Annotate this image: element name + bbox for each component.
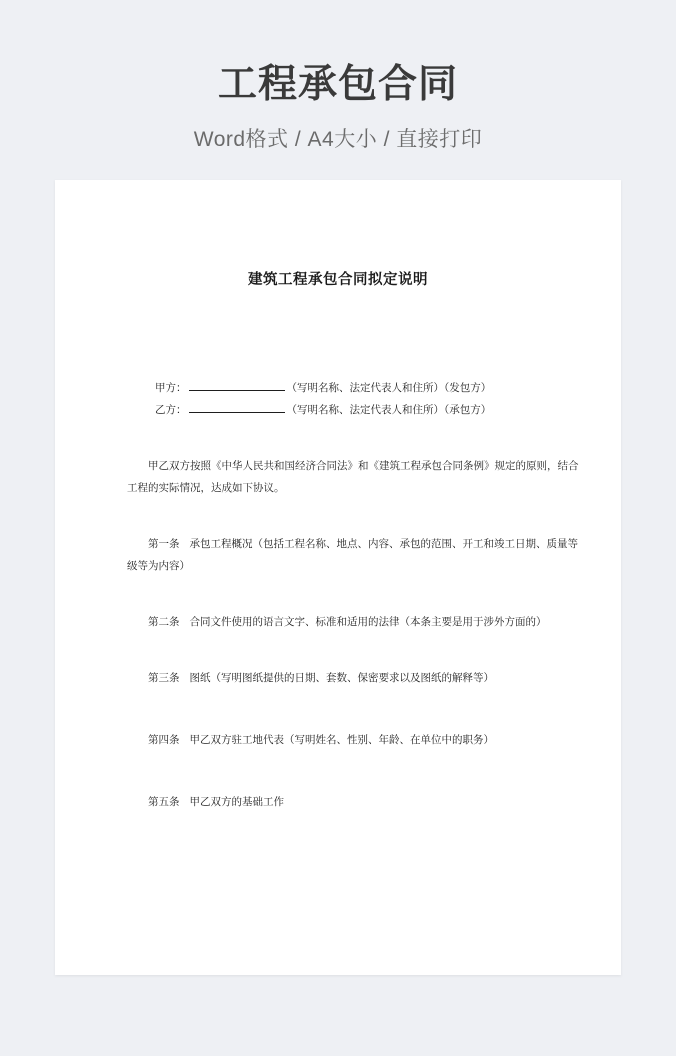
party-b-blank bbox=[189, 402, 285, 413]
clause-item bbox=[87, 667, 589, 689]
clause-item bbox=[87, 533, 589, 577]
spacer bbox=[87, 361, 589, 377]
spacer bbox=[87, 499, 589, 533]
clause-item bbox=[87, 611, 589, 633]
preamble-paragraph: 甲乙双方按照《中华人民共和国经济合同法》和《建筑工程承包合同条例》规定的原则，结合工程的实际情况，达成如下协议。 bbox=[127, 460, 579, 495]
party-b-label: 乙方： bbox=[155, 404, 187, 417]
document-sheet bbox=[55, 180, 621, 975]
spacer bbox=[87, 577, 589, 611]
spacer bbox=[87, 633, 589, 667]
clause-number: 第三条 bbox=[148, 672, 180, 685]
clause-number: 第一条 bbox=[148, 538, 180, 551]
spacer bbox=[87, 751, 589, 791]
party-a-note: （写明名称、法定代表人和住所）（发包方） bbox=[286, 382, 492, 394]
party-b-line bbox=[87, 399, 589, 421]
document-body bbox=[87, 361, 589, 813]
document-title: 建筑工程承包合同拟定说明 bbox=[248, 272, 428, 288]
clause-text: 甲乙双方的基础工作 bbox=[189, 796, 284, 809]
party-b-note: （写明名称、法定代表人和住所）（承包方） bbox=[286, 404, 492, 417]
party-a-blank bbox=[189, 380, 285, 391]
page-header bbox=[0, 0, 676, 153]
spacer bbox=[87, 421, 589, 455]
clause-item bbox=[87, 791, 589, 813]
party-a-line bbox=[87, 377, 589, 399]
clause-number: 第四条 bbox=[148, 734, 180, 747]
clause-item bbox=[87, 729, 589, 751]
clause-text: 甲乙双方驻工地代表（写明姓名、性别、年龄、在单位中的职务） bbox=[189, 734, 494, 747]
clause-number: 第五条 bbox=[148, 796, 180, 809]
spacer bbox=[87, 689, 589, 729]
clause-number: 第二条 bbox=[148, 616, 180, 629]
party-a-label: 甲方： bbox=[155, 382, 187, 394]
page-title: 工程承包合同 bbox=[217, 63, 458, 106]
clause-text: 承包工程概况（包括工程名称、地点、内容、承包的范围、开工和竣工日期、质量等级等为内容） bbox=[127, 538, 578, 573]
clause-text: 图纸（写明图纸提供的日期、套数、保密要求以及图纸的解释等） bbox=[189, 672, 494, 685]
page-subtitle: Word格式 / A4大小 / 直接打印 bbox=[193, 127, 483, 151]
clause-text: 合同文件使用的语言文字、标准和适用的法律（本条主要是用于涉外方面的） bbox=[189, 616, 547, 629]
